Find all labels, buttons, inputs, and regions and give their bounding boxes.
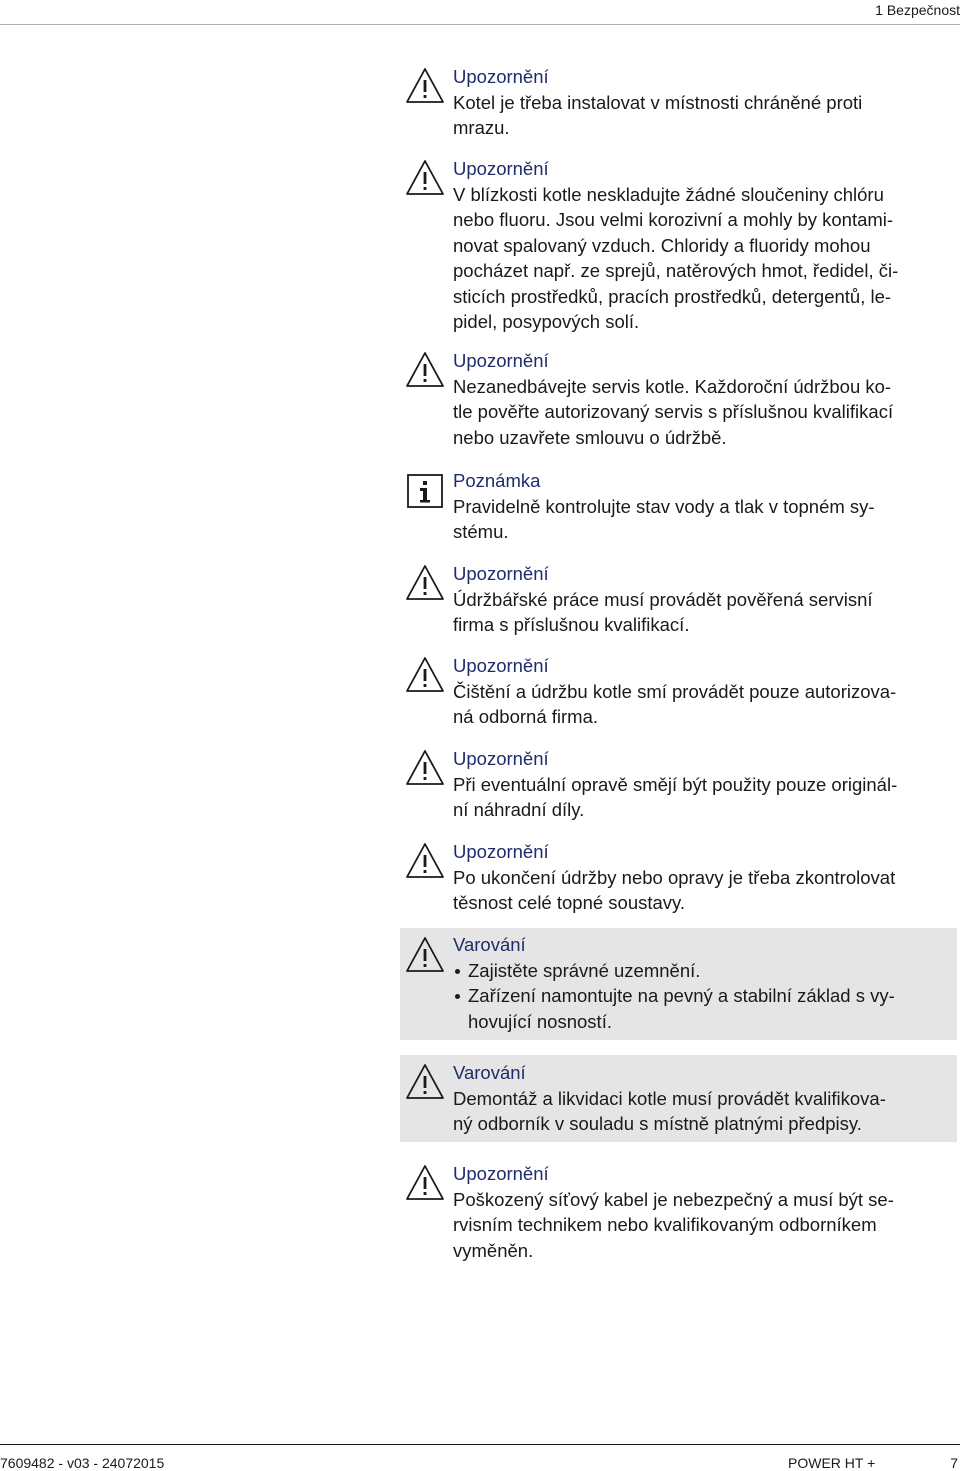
warning-triangle-icon <box>405 655 445 695</box>
notice-title: Upozornění <box>453 350 549 371</box>
notice-title: Varování <box>453 1062 526 1083</box>
notice-text-line: ná odborná firma. <box>453 706 599 727</box>
warning-triangle-icon <box>405 1163 445 1203</box>
section-title: 1 Bezpečnost <box>875 2 960 18</box>
notice-text-line: vyměněn. <box>453 1239 534 1261</box>
notice-text-line: ní náhradní díly. <box>453 799 585 820</box>
warning-triangle-icon <box>405 748 445 788</box>
warning-notice <box>400 1161 948 1263</box>
page-header <box>0 0 960 25</box>
notice-title: Upozornění <box>453 748 549 769</box>
warning-triangle-icon <box>405 1062 445 1102</box>
notice-text-line: Demontáž a likvidaci kotle musí provádět kvalifikova- <box>453 1087 886 1109</box>
page-number: 7 <box>950 1455 958 1471</box>
document-id: 7609482 - v03 - 24072015 <box>0 1455 165 1471</box>
danger-notice <box>400 1055 957 1142</box>
list-item-line: Zajistěte správné uzemnění. <box>468 959 701 981</box>
notice-text-line: novat spalovaný vzduch. Chloridy a fluoridy mohou <box>453 234 871 256</box>
list-item-line: hovující nosností. <box>468 1010 612 1032</box>
bullet-list <box>453 958 949 1035</box>
notice-title: Poznámka <box>453 470 541 491</box>
notice-text-line: firma s příslušnou kvalifikací. <box>453 614 690 635</box>
notice-text-line: V blízkosti kotle neskladujte žádné sloučeniny chlóru <box>453 183 884 205</box>
warning-triangle-icon <box>405 563 445 603</box>
info-note <box>400 468 948 545</box>
notice-text-line: ný odborník v souladu s místně platnými předpisy. <box>453 1113 862 1134</box>
notice-text-line: Při eventuální opravě smějí být použity pouze originál- <box>453 773 898 795</box>
notice-text-line: Pravidelně kontrolujte stav vody a tlak v topném sy- <box>453 495 875 517</box>
warning-triangle-icon <box>405 841 445 881</box>
warning-triangle-icon <box>405 158 445 198</box>
warning-notice <box>400 156 948 335</box>
notice-title: Upozornění <box>453 1163 549 1184</box>
notice-title: Upozornění <box>453 66 549 87</box>
notice-text-line: tle pověřte autorizovaný servis s příslušnou kvalifikací <box>453 401 894 422</box>
notice-text-line: Po ukončení údržby nebo opravy je třeba zkontrolovat <box>453 866 896 888</box>
notice-text-line: rvisním technikem nebo kvalifikovaným odborníkem <box>453 1214 877 1235</box>
notice-text-line: pidel, posypových solí. <box>453 311 640 332</box>
warning-triangle-icon <box>405 66 445 106</box>
warning-notice <box>400 653 948 730</box>
notice-text-line: mrazu. <box>453 117 510 138</box>
notice-title: Upozornění <box>453 158 549 179</box>
notice-text-line: Kotel je třeba instalovat v místnosti chráněné proti <box>453 91 863 113</box>
warning-notice <box>400 746 948 823</box>
notice-text-line: nebo fluoru. Jsou velmi korozivní a mohly by kontami- <box>453 209 894 230</box>
notice-text-line: Nezanedbávejte servis kotle. Každoroční údržbou ko- <box>453 375 892 397</box>
warning-triangle-icon <box>405 935 445 975</box>
list-item <box>453 958 949 984</box>
notice-text-line: Poškozený síťový kabel je nebezpečný a musí být se- <box>453 1188 894 1210</box>
notice-text-line: těsnost celé topné soustavy. <box>453 892 686 913</box>
notice-text-line: nebo uzavřete smlouvu o údržbě. <box>453 426 727 448</box>
page-footer <box>0 1444 960 1470</box>
notice-title: Upozornění <box>453 563 549 584</box>
warning-notice <box>400 64 948 141</box>
notice-text-line: sticích prostředků, pracích prostředků, detergentů, le- <box>453 285 892 307</box>
notice-title: Upozornění <box>453 655 549 676</box>
notice-text-line: Čištění a údržbu kotle smí provádět pouze autorizova- <box>453 680 897 702</box>
warning-notice <box>400 348 948 450</box>
warning-triangle-icon <box>405 350 445 390</box>
notice-text-line: pocházet např. ze sprejů, natěrových hmot, ředidel, či- <box>453 260 899 281</box>
list-item <box>453 983 949 1034</box>
notice-title: Upozornění <box>453 841 549 862</box>
warning-notice <box>400 839 948 916</box>
list-item-line: Zařízení namontujte na pevný a stabilní základ s vy- <box>468 985 895 1006</box>
info-icon <box>405 470 445 510</box>
danger-notice <box>400 928 957 1040</box>
notice-text-line: Údržbářské práce musí provádět pověřená servisní <box>453 588 873 610</box>
notice-title: Varování <box>453 934 526 955</box>
notice-text-line: stému. <box>453 521 509 542</box>
product-name: POWER HT + <box>788 1455 876 1471</box>
warning-notice <box>400 561 948 638</box>
